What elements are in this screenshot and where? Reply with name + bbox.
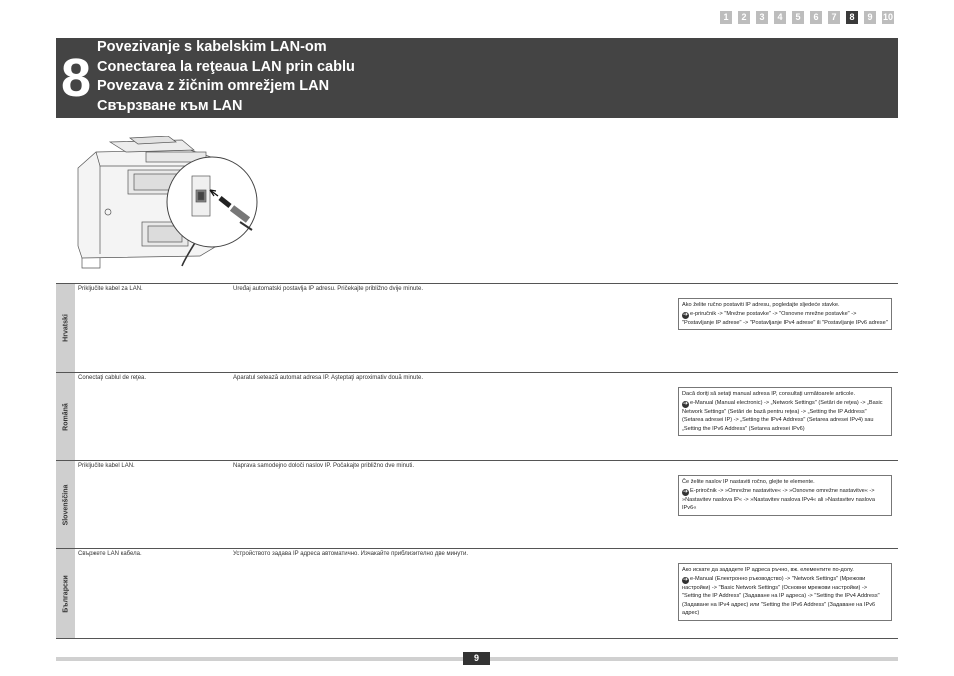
step-2[interactable]: 2 (738, 11, 750, 24)
row-hrvatski (56, 283, 898, 372)
row-slovenscina (56, 460, 898, 549)
title-ro: Conectarea la reţeaua LAN prin cablu (97, 58, 355, 75)
step-instruction: Свържете LAN кабела. (78, 551, 142, 557)
section-number: 8 (60, 48, 92, 108)
page-number: 9 (463, 652, 490, 665)
e-manual-icon: ➔ (682, 488, 689, 495)
note-intro: Dacă doriţi să setaţi manual adresa IP, consultaţi următoarele articole. (682, 391, 856, 397)
e-manual-icon: ➔ (682, 576, 689, 583)
note-reference (682, 399, 888, 434)
step-result: Устройството задава IP адреса автоматично. Изчакайте приблизително две минути. (233, 551, 469, 557)
note-intro: Če želite naslov IP nastaviti ročno, glejte te elemente. (682, 479, 815, 485)
step-9[interactable]: 9 (864, 11, 876, 24)
row-balgarski (56, 548, 898, 639)
language-label: Română (62, 403, 69, 431)
language-tab (56, 373, 75, 461)
printer-lan-cable-illustration (70, 136, 260, 274)
step-navigation (720, 11, 894, 24)
step-8-current[interactable]: 8 (846, 11, 858, 24)
language-tab (56, 549, 75, 639)
section-header (56, 38, 898, 118)
manual-setting-note (678, 563, 892, 621)
language-tab (56, 284, 75, 372)
note-intro: Ako želite ručno postaviti IP adresu, pogledajte sljedeće stavke. (682, 302, 840, 308)
title-sl: Povezava z žičnim omrežjem LAN (97, 78, 330, 94)
table-bottom-rule (56, 638, 898, 639)
step-instruction: Priključite kabel LAN. (78, 463, 135, 469)
note-reference (682, 575, 888, 618)
step-4[interactable]: 4 (774, 11, 786, 24)
language-tab (56, 461, 75, 549)
step-10[interactable]: 10 (882, 12, 893, 22)
step-instruction: Priključite kabel za LAN. (78, 286, 143, 292)
step-result: Aparatul setează automat adresa IP. Aşteptaţi aproximativ două minute. (233, 375, 424, 381)
step-7[interactable]: 7 (828, 11, 840, 24)
language-label: Hrvatski (62, 314, 69, 342)
manual-setting-note (678, 475, 892, 516)
note-reference (682, 310, 888, 328)
note-ref-text: e-priručnik -> "Mrežne postavke" -> "Osnovne mrežne postavke" -> "Postavljanje IP adrese" -> "Postavljanje IPv4 adrese" ili "Postavljanje IPv6 adrese" (682, 310, 888, 326)
note-ref-text: e-Manual (Manual electronic) -> „Network Settings" (Setări de reţea) -> „Basic Network Settings" (Setări de bază pentru reţea) -> „Setting the IP Address" (Setarea adresei IP) -> „Setting the IPv4 Address" (Setarea adresei IPv4) sau „Setting the IPv6 Address" (Setarea adresei IPv6) (682, 399, 883, 432)
step-1[interactable]: 1 (720, 11, 732, 24)
step-result: Naprava samodejno določi naslov IP. Počakajte približno dve minuti. (233, 463, 414, 469)
note-ref-text: E-priročnik -> »Omrežne nastavitve« -> »Osnovne omrežne nastavitve« -> »Nastavitev naslova IP« -> »Nastavitev naslova IPv4« ali »Nastavitev naslova IPv6« (682, 487, 875, 512)
title-bg: Свързване към LAN (97, 97, 243, 114)
manual-setting-note (678, 387, 892, 436)
step-3[interactable]: 3 (756, 11, 768, 24)
step-result: Uređaj automatski postavlja IP adresu. Pričekajte približno dvije minute. (233, 286, 423, 292)
note-ref-text: e-Manual (Електронно ръководство) -> "Network Settings" (Мрежови настройки) -> "Basic Network Settings" (Основни мрежови настройки) -> "Setting the IP Address" (Задаване на IP адреса) -> "Setting the IPv4 Address" (Задаване на IPv4 адрес) или "Setting the IPv6 Address" (Задаване на IPv6 адрес) (682, 575, 880, 617)
row-romana (56, 372, 898, 461)
note-reference (682, 487, 888, 513)
section-titles (97, 38, 355, 116)
language-label: Slovenščina (62, 484, 69, 526)
manual-setting-note (678, 298, 892, 330)
language-label: Български (62, 575, 69, 613)
note-intro: Ако искате да зададете IP адреса ръчно, вж. елементите по-долу. (682, 567, 854, 573)
title-hr: Povezivanje s kabelskim LAN-om (97, 39, 327, 55)
step-instruction: Conectaţi cablul de reţea. (78, 375, 147, 381)
step-6[interactable]: 6 (810, 11, 822, 24)
step-5[interactable]: 5 (792, 11, 804, 24)
e-manual-icon: ➔ (682, 400, 689, 407)
e-manual-icon: ➔ (682, 311, 689, 318)
